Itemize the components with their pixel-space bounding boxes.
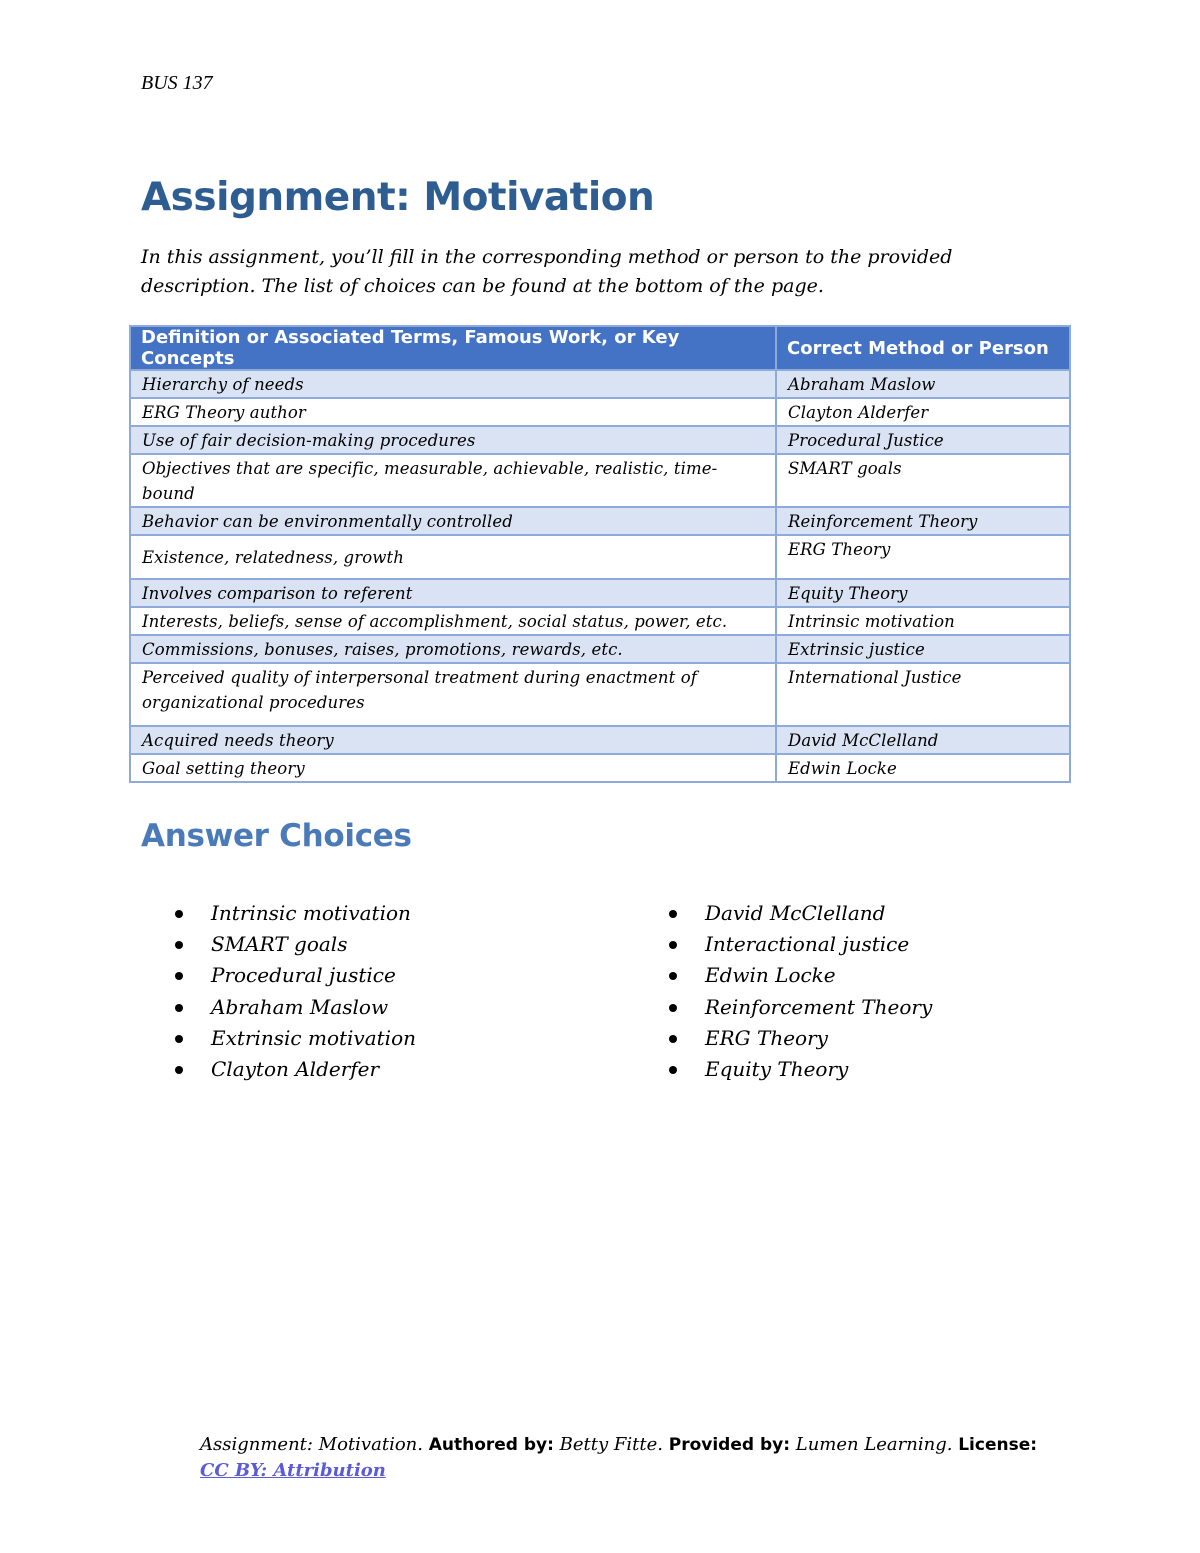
course-code: BUS 137	[141, 72, 213, 94]
definition-cell: Involves comparison to referent	[130, 579, 776, 607]
table-row	[130, 726, 1070, 754]
work-title: Assignment: Motivation.	[200, 1434, 423, 1455]
choice-label: SMART goals	[211, 932, 348, 957]
definition-cell: Use of fair decision-making procedures	[130, 426, 776, 454]
table-row	[130, 370, 1070, 398]
list-item	[669, 898, 932, 929]
table-header-row	[130, 326, 1070, 370]
answer-choices-right-list	[669, 898, 932, 1085]
table-row	[130, 535, 1070, 579]
authored-by-label: Authored by:	[428, 1435, 554, 1455]
choice-label: Edwin Locke	[705, 963, 836, 988]
definition-cell: Acquired needs theory	[130, 726, 776, 754]
choice-label: Reinforcement Theory	[705, 994, 933, 1019]
answer-cell: Intrinsic motivation	[776, 607, 1070, 635]
list-item	[175, 929, 416, 960]
bullet-icon	[669, 1004, 677, 1012]
answer-cell: ERG Theory	[776, 535, 1070, 579]
answer-choices-heading: Answer Choices	[141, 818, 412, 854]
list-item	[669, 960, 932, 991]
column-header-definition: Definition or Associated Terms, Famous Work, or Key Concepts	[130, 326, 776, 370]
answer-cell: International Justice	[776, 663, 1070, 726]
table-row	[130, 426, 1070, 454]
answer-cell: Equity Theory	[776, 579, 1070, 607]
definition-cell: ERG Theory author	[130, 398, 776, 426]
license-label: License:	[958, 1435, 1038, 1455]
bullet-icon	[669, 941, 677, 949]
answer-cell: Edwin Locke	[776, 754, 1070, 782]
choice-label: Abraham Maslow	[211, 994, 389, 1019]
answer-cell: Procedural Justice	[776, 426, 1070, 454]
table-row	[130, 454, 1070, 507]
list-item	[669, 929, 932, 960]
table-row	[130, 398, 1070, 426]
choice-label: Equity Theory	[705, 1056, 849, 1081]
license-link[interactable]: CC BY: Attribution	[200, 1460, 386, 1481]
definition-cell: Perceived quality of interpersonal treatment during enactment of organizational procedures	[130, 663, 776, 726]
matching-table	[129, 325, 1069, 783]
choice-label: Intrinsic motivation	[211, 901, 411, 925]
choice-label: Procedural justice	[211, 963, 396, 988]
choice-label: Extrinsic motivation	[211, 1025, 416, 1050]
answer-cell: Abraham Maslow	[776, 370, 1070, 398]
choice-label: ERG Theory	[705, 1025, 828, 1050]
bullet-icon	[669, 1066, 677, 1074]
table-row	[130, 754, 1070, 782]
definition-cell: Hierarchy of needs	[130, 370, 776, 398]
definition-cell: Commissions, bonuses, raises, promotions, rewards, etc.	[130, 635, 776, 663]
list-item	[669, 1054, 932, 1085]
list-item	[175, 1023, 416, 1054]
answer-cell: David McClelland	[776, 726, 1070, 754]
list-item	[175, 992, 416, 1023]
column-header-answer: Correct Method or Person	[776, 326, 1070, 370]
definition-cell: Objectives that are specific, measurable, achievable, realistic, time-bound	[130, 454, 776, 507]
answer-cell: SMART goals	[776, 454, 1070, 507]
bullet-icon	[175, 1035, 183, 1043]
bullet-icon	[669, 1035, 677, 1043]
table-row	[130, 579, 1070, 607]
table-row	[130, 507, 1070, 535]
bullet-icon	[175, 941, 183, 949]
answer-cell: Reinforcement Theory	[776, 507, 1070, 535]
table-row	[130, 663, 1070, 726]
answer-cell: Extrinsic justice	[776, 635, 1070, 663]
bullet-icon	[175, 910, 183, 918]
list-item	[175, 898, 416, 929]
bullet-icon	[175, 972, 183, 980]
choice-label: Interactional justice	[705, 932, 910, 957]
bullet-icon	[669, 972, 677, 980]
bullet-icon	[175, 1004, 183, 1012]
bullet-icon	[669, 910, 677, 918]
attribution-footer	[200, 1432, 1070, 1484]
list-item	[669, 1023, 932, 1054]
table-row	[130, 635, 1070, 663]
definition-cell: Behavior can be environmentally controlled	[130, 507, 776, 535]
answer-cell: Clayton Alderfer	[776, 398, 1070, 426]
provided-by-label: Provided by:	[668, 1435, 791, 1455]
list-item	[669, 992, 932, 1023]
list-item	[175, 1054, 416, 1085]
definition-cell: Interests, beliefs, sense of accomplishment, social status, power, etc.	[130, 607, 776, 635]
author-name: Betty Fitte.	[559, 1434, 663, 1455]
page-title: Assignment: Motivation	[141, 175, 655, 220]
definition-cell: Goal setting theory	[130, 754, 776, 782]
table-row	[130, 607, 1070, 635]
answer-choices-left-list	[175, 898, 416, 1085]
choice-label: David McClelland	[705, 901, 886, 925]
intro-paragraph: In this assignment, you’ll fill in the corresponding method or person to the provided description. The list of choices can be found at the bottom of the page.	[141, 246, 953, 297]
bullet-icon	[175, 1066, 183, 1074]
choice-label: Clayton Alderfer	[211, 1056, 380, 1081]
list-item	[175, 960, 416, 991]
definition-cell: Existence, relatedness, growth	[130, 535, 776, 579]
provider-name: Lumen Learning.	[795, 1434, 953, 1455]
